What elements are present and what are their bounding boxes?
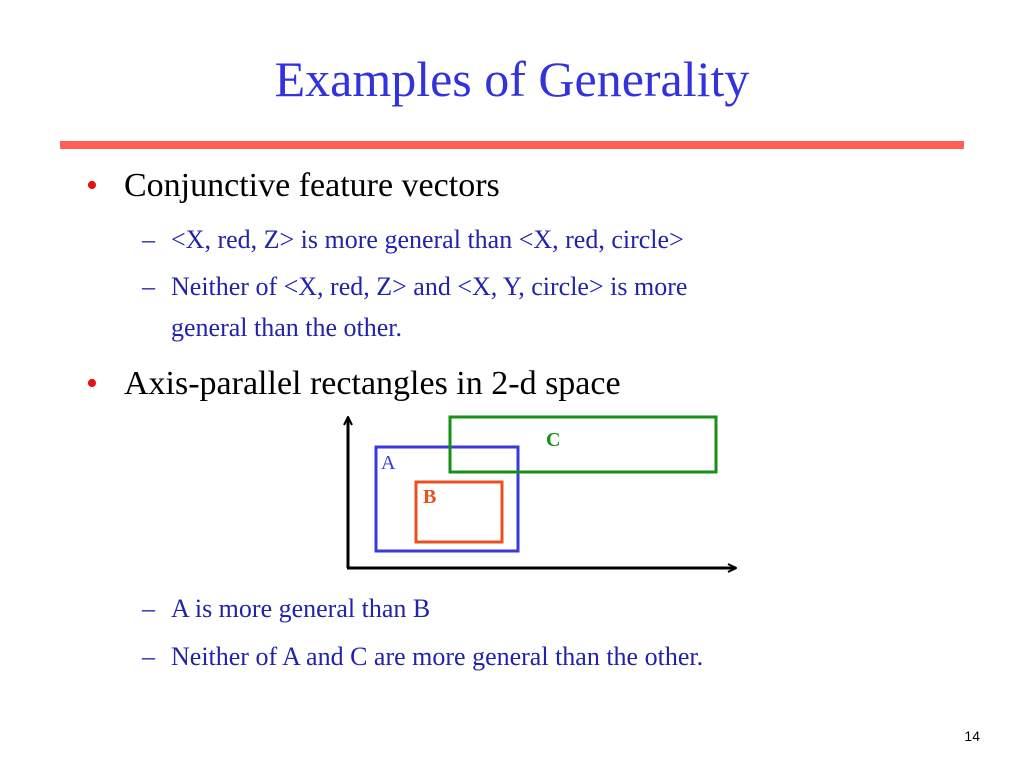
bullet-text: Axis-parallel rectangles in 2-d space — [124, 365, 621, 402]
rectangles-diagram — [330, 405, 750, 590]
subbullet-marker: – — [142, 642, 155, 671]
bullet-marker: • — [86, 365, 98, 402]
title-divider — [60, 141, 964, 149]
subbullet-marker: – — [142, 272, 155, 301]
page-number: 14 — [964, 728, 980, 744]
subbullet-text-continuation: general than the other. — [171, 313, 403, 342]
rectangle-c — [450, 417, 716, 472]
subbullet-text: A is more general than B — [171, 594, 431, 623]
subbullet-text: Neither of A and C are more general than the other. — [171, 642, 704, 671]
subbullet-text: Neither of <X, red, Z> and <X, Y, circle> is more — [171, 272, 688, 301]
bullet-text: Conjunctive feature vectors — [124, 167, 500, 204]
rectangle-c-label: C — [546, 429, 561, 451]
bullet-marker: • — [86, 167, 98, 204]
subbullet-marker: – — [142, 594, 155, 623]
subbullet-marker: – — [142, 225, 155, 254]
subbullet-text: <X, red, Z> is more general than <X, red, circle> — [171, 225, 684, 254]
slide-title: Examples of Generality — [274, 51, 750, 107]
rectangle-a — [376, 447, 518, 551]
rectangle-a-label: A — [381, 452, 396, 474]
rectangle-b-label: B — [423, 486, 437, 508]
